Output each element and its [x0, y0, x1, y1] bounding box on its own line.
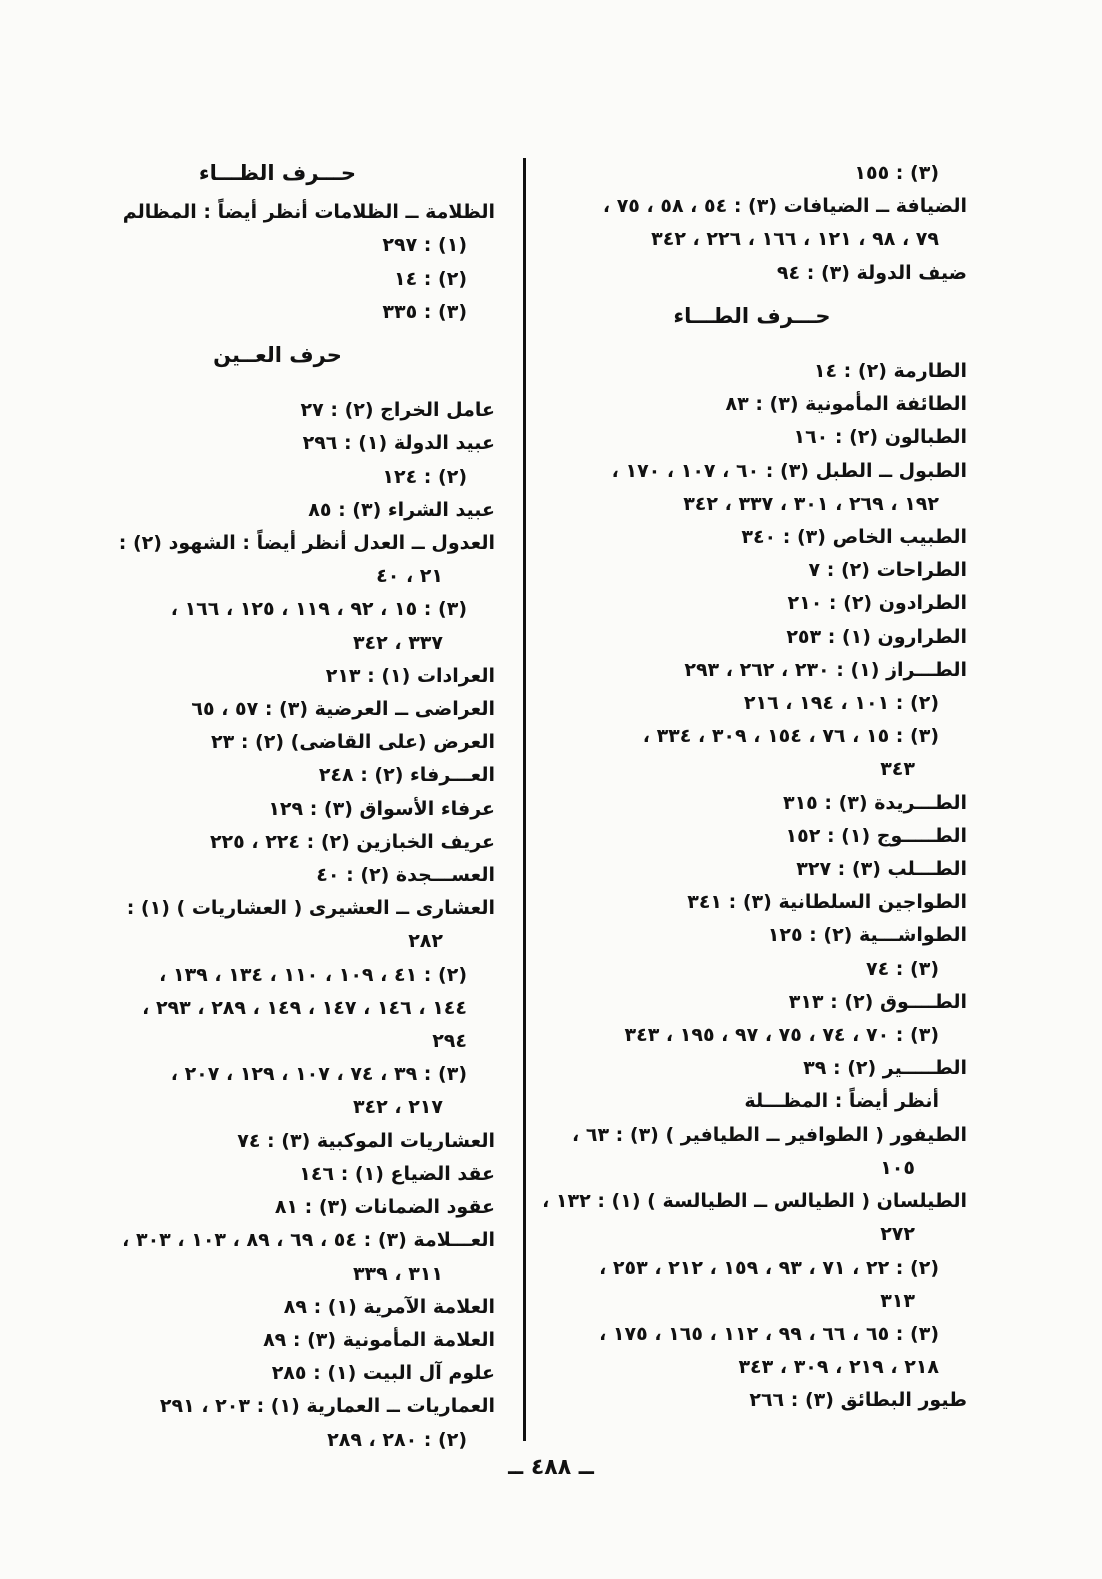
index-entry-line: عبيد الشراء (٣) : ٨٥ — [308, 498, 495, 521]
index-entry-line: الطواجين السلطانية (٣) : ٣٤١ — [687, 891, 967, 914]
index-entry-line: الطبيب الخاص (٣) : ٣٤٠ — [741, 526, 967, 549]
index-entry-line: ٣٣٧ ، ٣٤٢ — [352, 631, 443, 654]
right-column-taa-entries — [537, 355, 967, 1418]
index-entry-line: ١٠٥ — [880, 1156, 915, 1179]
right-column — [537, 157, 967, 1418]
index-entry-line: (٣) : ٦٥ ، ٦٦ ، ٩٩ ، ١١٢ ، ١٦٥ ، ١٧٥ ، — [599, 1322, 939, 1345]
index-entry-line: ٢٨٢ — [408, 930, 443, 953]
index-entry-line: (٣) : ٣٣٥ — [382, 300, 467, 323]
index-entry-line: العراضى ــ العرضية (٣) : ٥٧ ، ٦٥ — [191, 698, 495, 721]
index-entry-line: (٢) : ١٢٤ — [382, 465, 467, 488]
index-entry-line: العـــلامة (٣) : ٥٤ ، ٦٩ ، ٨٩ ، ١٠٣ ، ٣٠٣ ، — [122, 1229, 495, 1252]
index-entry-line: العرادات (١) : ٢١٣ — [325, 664, 495, 687]
index-entry-line: ٢١٧ ، ٣٤٢ — [352, 1096, 443, 1119]
index-entry-line: العشاريات الموكبية (٣) : ٧٤ — [237, 1129, 495, 1152]
index-entry-line: (٣) : ٣٩ ، ٧٤ ، ١٠٧ ، ١٢٩ ، ٢٠٧ ، — [170, 1063, 467, 1086]
index-entry-line: الطراحات (٢) : ٧ — [808, 559, 967, 582]
left-column-dha-entries — [60, 196, 495, 329]
index-entry-line: علوم آل البيت (١) : ٢٨٥ — [271, 1362, 495, 1385]
index-entry-line: طيور البطائق (٣) : ٢٦٦ — [749, 1389, 967, 1412]
index-entry-line: (٣) : ١٥ ، ٧٦ ، ١٥٤ ، ٣٠٩ ، ٣٣٤ ، — [642, 725, 939, 748]
index-entry-line: الظلامة ــ الظلامات أنظر أيضاً : المظالم — [122, 201, 495, 224]
index-entry-line: الطـــريدة (٣) : ٣١٥ — [782, 791, 967, 814]
left-column — [60, 157, 495, 1457]
index-entry-line: ضيف الدولة (٣) : ٩٤ — [776, 261, 967, 284]
index-entry-line: العدول ــ العدل أنظر أيضاً : الشهود (٢) : — [118, 532, 495, 555]
index-entry-line: ٣١١ ، ٣٣٩ — [352, 1262, 443, 1285]
index-entry-line: عرفاء الأسواق (٣) : ١٢٩ — [268, 797, 495, 820]
index-entry-line: الطــــوق (٢) : ٣١٣ — [788, 990, 967, 1013]
index-entry-line: الطبول ــ الطبل (٣) : ٦٠ ، ١٠٧ ، ١٧٠ ، — [611, 459, 967, 482]
index-entry-line: ٢١٨ ، ٢١٩ ، ٣٠٩ ، ٣٤٣ — [738, 1356, 939, 1379]
index-entry-line: (٣) : ١٥٥ — [854, 162, 939, 184]
index-entry-line: الطرارون (١) : ٢٥٣ — [786, 625, 967, 648]
index-entry-line: ١٤٤ ، ١٤٦ ، ١٤٧ ، ١٤٩ ، ٢٨٩ ، ٢٩٣ ، — [142, 996, 467, 1019]
index-entry-line: الطيفور ( الطوافير ــ الطيافير ) (٣) : ٦٣ ، — [572, 1123, 967, 1146]
index-entry-line: الطـــلب (٣) : ٣٢٧ — [796, 858, 967, 881]
index-entry-line: الطـــــير (٢) : ٣٩ — [803, 1057, 967, 1080]
index-entry-line: العرض (على القاضى) (٢) : ٢٣ — [211, 731, 495, 754]
index-entry-line: العلامة الآمرية (١) : ٨٩ — [283, 1295, 495, 1318]
index-entry-line: (٢) : ١٠١ ، ١٩٤ ، ٢١٦ — [743, 692, 939, 715]
index-entry-line: ٢١ ، ٤٠ — [376, 565, 443, 588]
heading-taa: حـــرف الطـــاء — [673, 303, 831, 328]
index-entry-line: عبيد الدولة (١) : ٢٩٦ — [302, 432, 495, 455]
index-entry-line: الطيلسان ( الطيالس ــ الطيالسة ) (١) : ١٣٢ ، — [542, 1190, 967, 1213]
page-number: ــ ٤٨٨ ــ — [508, 1455, 594, 1480]
index-entry-line: العلامة المأمونية (٣) : ٨٩ — [263, 1328, 495, 1351]
column-divider — [523, 158, 526, 1441]
index-entry-line: الضيافة ــ الضيافات (٣) : ٥٤ ، ٥٨ ، ٧٥ ، — [602, 195, 967, 218]
index-entry-line: الطبالون (٢) : ١٦٠ — [793, 426, 967, 449]
index-entry-line: (٢) : ٤١ ، ١٠٩ ، ١١٠ ، ١٣٤ ، ١٣٩ ، — [159, 963, 467, 986]
index-entry-line: الطائفة المأمونية (٣) : ٨٣ — [725, 393, 967, 416]
right-column-top-entries — [537, 157, 967, 290]
index-entry-line: الطـــراز (١) : ٢٣٠ ، ٢٦٢ ، ٢٩٣ — [684, 658, 967, 681]
index-entry-line: (٢) : ١٤ — [393, 267, 467, 290]
index-entry-line: (٢) : ٢٨٠ ، ٢٨٩ — [327, 1428, 467, 1451]
index-entry-line: ٧٩ ، ٩٨ ، ١٢١ ، ١٦٦ ، ٢٢٦ ، ٣٤٢ — [651, 228, 939, 251]
index-entry-line: الطرادون (٢) : ٢١٠ — [787, 592, 967, 615]
index-entry-line: (٣) : ٧٠ ، ٧٤ ، ٧٥ ، ٩٧ ، ١٩٥ ، ٣٤٣ — [624, 1024, 939, 1047]
index-entry-line: عقود الضمانات (٣) : ٨١ — [274, 1196, 495, 1219]
index-entry-line: الطـــــوج (١) : ١٥٢ — [785, 824, 967, 847]
index-entry-line: ٣٤٣ — [880, 758, 915, 781]
index-entry-line: العـــرفاء (٢) : ٢٤٨ — [318, 764, 495, 787]
index-entry-line: ١٩٢ ، ٢٦٩ ، ٣٠١ ، ٣٣٧ ، ٣٤٢ — [683, 492, 939, 515]
index-entry-line: ٢٧٢ — [880, 1223, 915, 1246]
index-entry-line: (٣) : ١٥ ، ٩٢ ، ١١٩ ، ١٢٥ ، ١٦٦ ، — [170, 598, 467, 621]
index-entry-line: أنظر أيضاً : المظـــلة — [744, 1090, 939, 1113]
left-column-ain-entries — [60, 394, 495, 1457]
index-entry-line: (١) : ٢٩٧ — [382, 234, 467, 257]
index-entry-line: ٢٩٤ — [432, 1030, 467, 1053]
index-entry-line: ٣١٣ — [880, 1289, 915, 1312]
index-entry-line: (٣) : ٧٤ — [865, 957, 939, 980]
index-entry-line: العماريات ــ العمارية (١) : ٢٠٣ ، ٢٩١ — [159, 1395, 495, 1418]
index-entry-line: عقد الضياع (١) : ١٤٦ — [299, 1162, 495, 1185]
heading-ain: حرف العــين — [213, 343, 342, 368]
index-entry-line: الطواشـــية (٢) : ١٢٥ — [767, 924, 967, 947]
index-entry-line: عريف الخبازين (٢) : ٢٢٤ ، ٢٢٥ — [209, 830, 495, 853]
index-entry-line: الطارمة (٢) : ١٤ — [813, 360, 967, 383]
heading-dha: حـــرف الظـــاء — [198, 161, 357, 185]
index-entry-line: عامل الخراج (٢) : ٢٧ — [300, 399, 495, 422]
index-entry-line: (٢) : ٢٢ ، ٧١ ، ٩٣ ، ١٥٩ ، ٢١٢ ، ٢٥٣ ، — [599, 1256, 939, 1279]
index-entry-line: العســـجدة (٢) : ٤٠ — [316, 864, 495, 887]
index-entry-line: العشارى ــ العشيرى ( العشاريات ) (١) : — [126, 897, 495, 920]
